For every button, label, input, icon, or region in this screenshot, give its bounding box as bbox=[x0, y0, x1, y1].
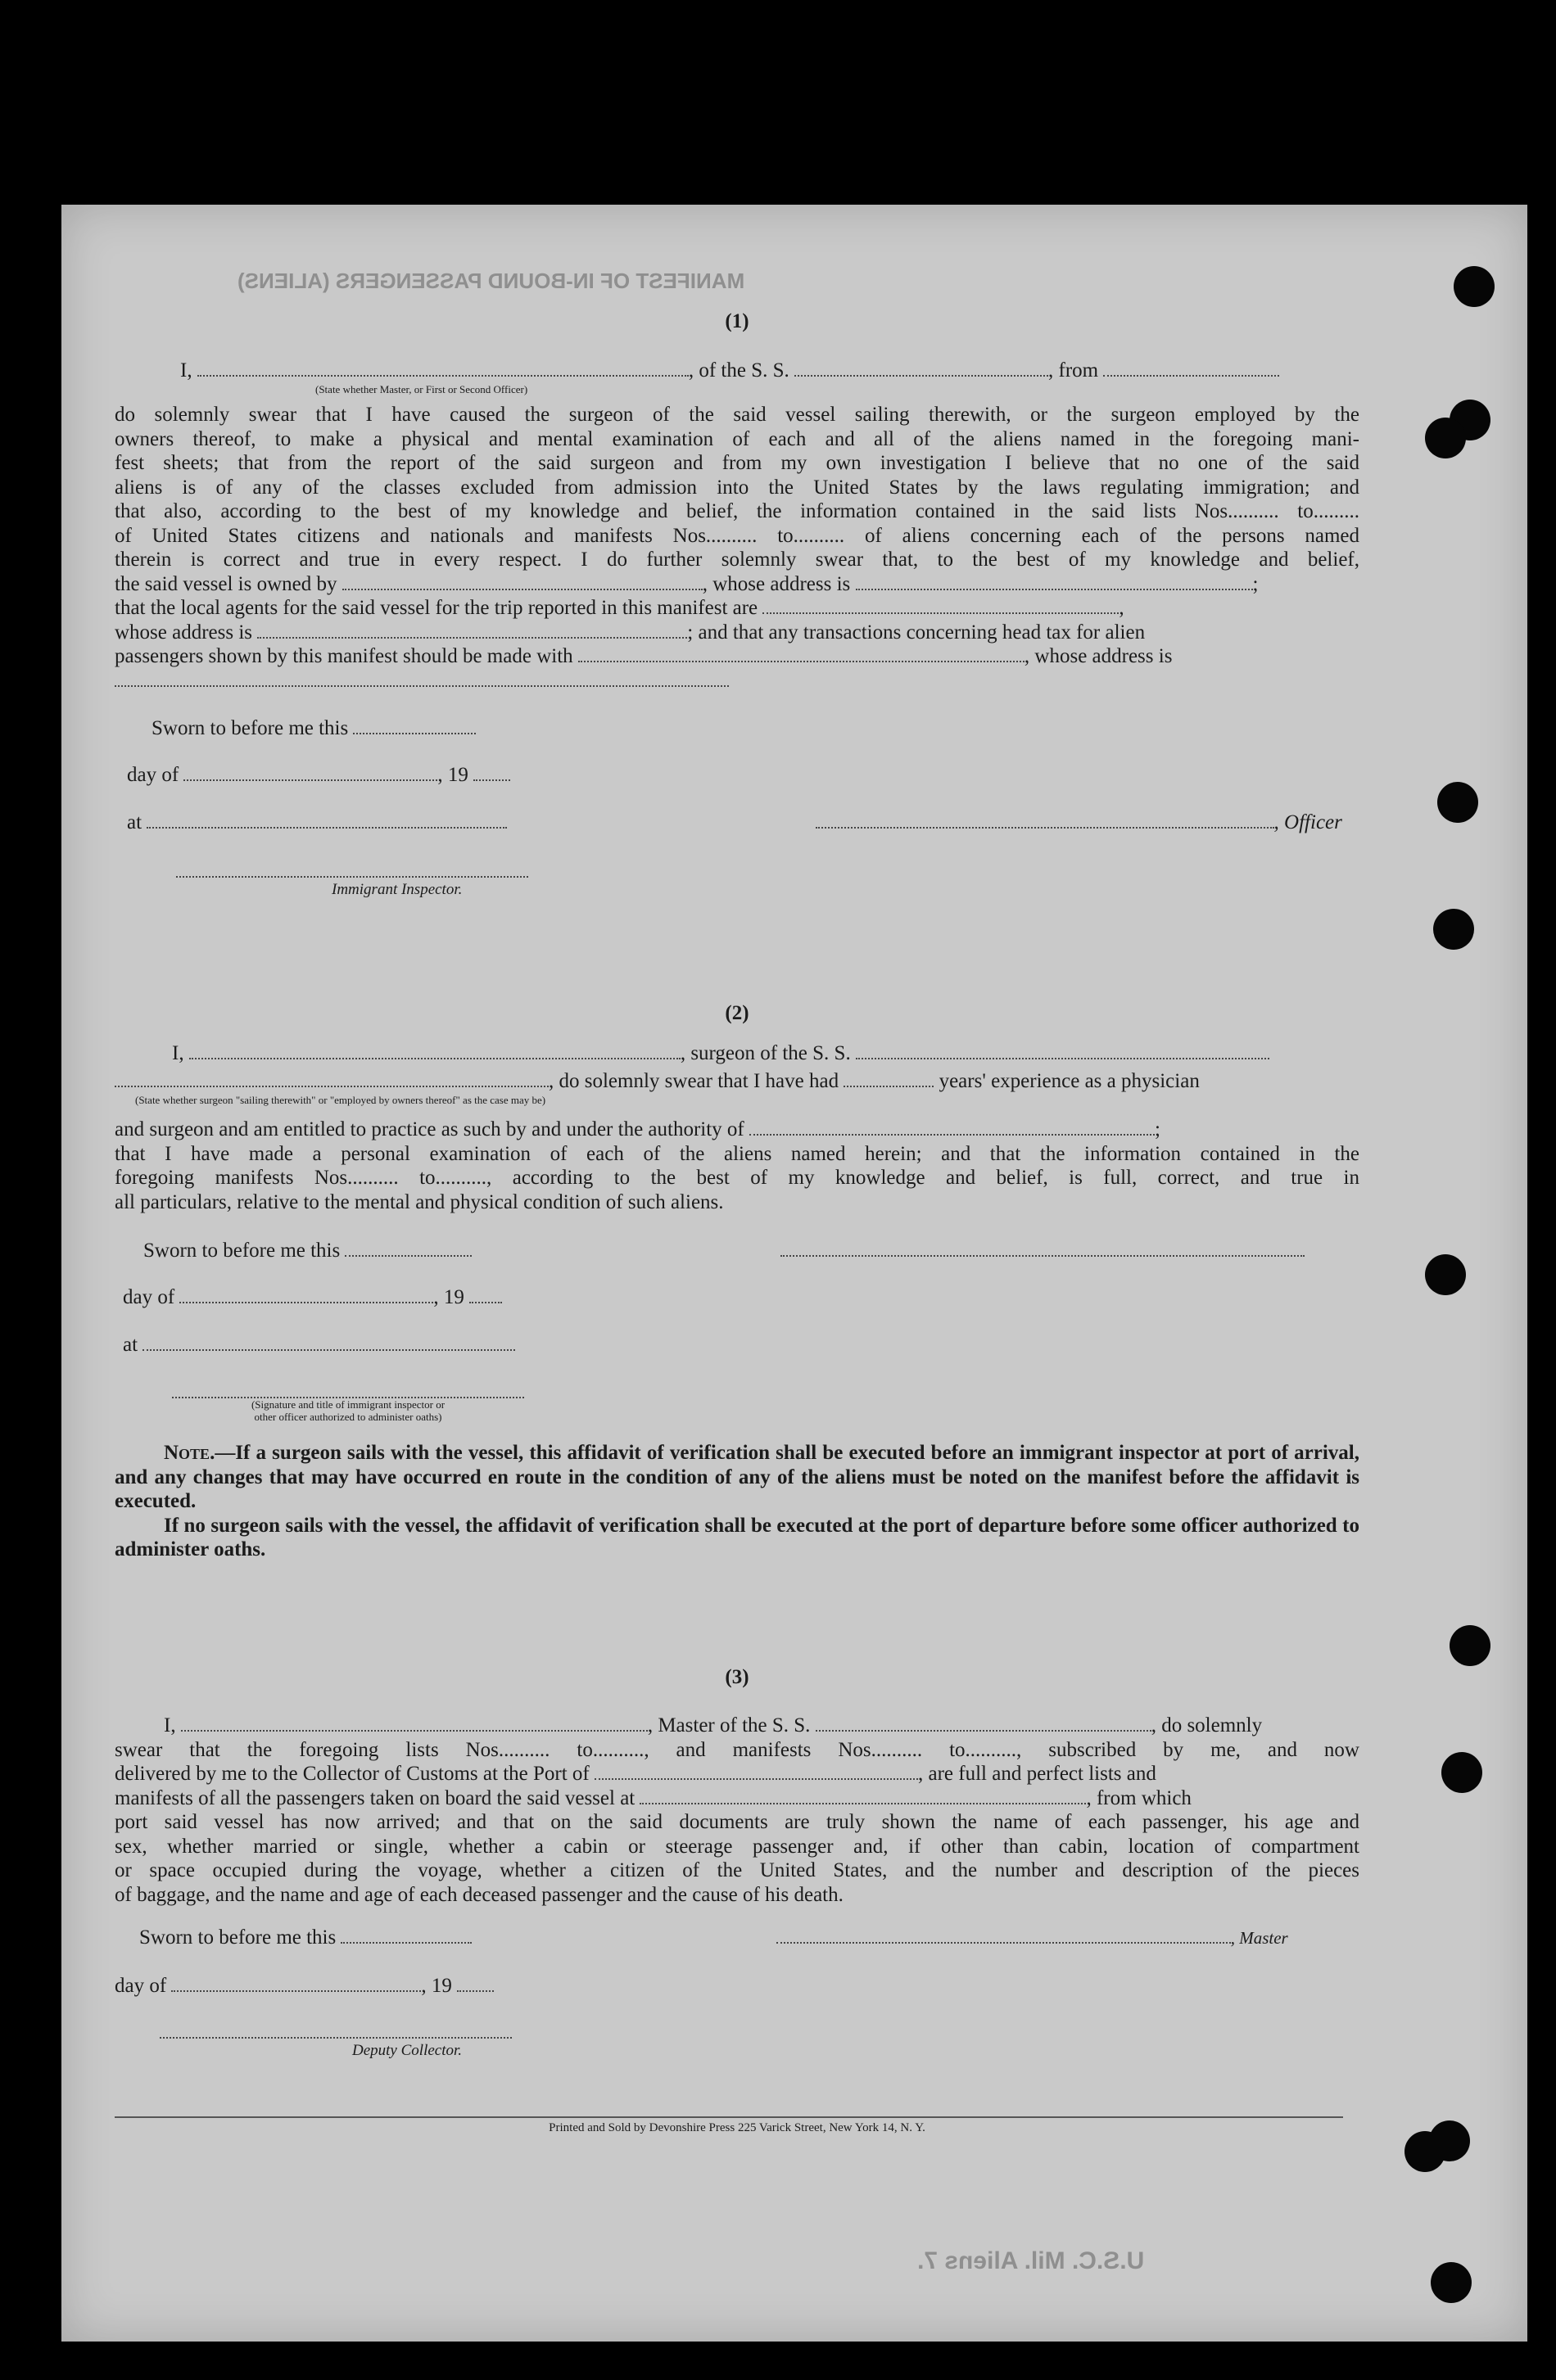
section-2-line-1 bbox=[115, 1041, 1359, 1066]
head-tax-label: ; and that any transactions concerning head tax for alien bbox=[687, 621, 1146, 644]
master-label: , Master bbox=[1230, 1928, 1288, 1948]
full-lists-label: , are full and perfect lists and bbox=[918, 1763, 1156, 1785]
sworn-row-3 bbox=[115, 1926, 1359, 1951]
body-line: of United States citizens and nationals and manifests Nos.......... to.......... of aliens concerning each of the persons named bbox=[115, 524, 1359, 547]
immigrant-inspector-label: Immigrant Inspector. bbox=[332, 881, 463, 898]
printer-footer: Printed and Sold by Devonshire Press 225 Varick Street, New York 14, N. Y. bbox=[549, 2121, 925, 2134]
binder-hole bbox=[1450, 1625, 1490, 1666]
local-agents-line: that the local agents for the said vessel for the trip reported in this manifest are , bbox=[115, 597, 1124, 619]
master-vessel-field[interactable] bbox=[816, 1715, 1151, 1732]
note-label: Note. bbox=[164, 1442, 215, 1464]
contact-address-line bbox=[115, 669, 1359, 693]
binder-hole bbox=[1433, 909, 1474, 950]
authority-field[interactable] bbox=[749, 1119, 1155, 1136]
deputy-signature-field[interactable] bbox=[160, 2022, 512, 2039]
year-field[interactable] bbox=[473, 765, 510, 781]
section-1-body bbox=[115, 403, 1359, 693]
year-field[interactable] bbox=[469, 1287, 502, 1303]
section-3-number: (3) bbox=[725, 1666, 749, 1688]
at-row-2 bbox=[115, 1333, 1359, 1357]
day-of-label: day of bbox=[123, 1286, 175, 1308]
authority-label: and surgeon and am entitled to practice as such by and under the authority of bbox=[115, 1118, 744, 1140]
label-i: I, bbox=[180, 359, 192, 382]
owner-address-field[interactable] bbox=[856, 574, 1253, 590]
location-field[interactable] bbox=[142, 1335, 515, 1351]
vessel-name-field[interactable] bbox=[794, 360, 1048, 377]
surgeon-of-ss-label: , surgeon of the S. S. bbox=[680, 1042, 851, 1064]
sworn-label: Sworn to before me this bbox=[139, 1926, 337, 1949]
sworn-label: Sworn to before me this bbox=[143, 1240, 341, 1262]
whose-address-label: , whose address is bbox=[1024, 645, 1173, 667]
section-2-body bbox=[115, 1118, 1359, 1214]
signature-note: (Signature and title of immigrant inspector or bbox=[251, 1398, 446, 1411]
body-line: do solemnly swear that I have caused the surgeon of the said vessel sailing therewith, or the surgeon employed by the bbox=[115, 404, 1359, 426]
section-3-line-1 bbox=[115, 1714, 1359, 1738]
contact-address-field[interactable] bbox=[115, 671, 729, 687]
agent-address-field[interactable] bbox=[257, 622, 687, 639]
note-paragraph bbox=[115, 1441, 1359, 1562]
authority-line: and surgeon and am entitled to practice as such by and under the authority of ; bbox=[115, 1118, 1160, 1140]
sworn-label: Sworn to before me this bbox=[152, 717, 349, 739]
surgeon-name-field[interactable] bbox=[189, 1043, 681, 1059]
passengers-label: passengers shown by this manifest should be made with bbox=[115, 645, 573, 667]
binder-hole bbox=[1454, 266, 1495, 307]
body-line: fest sheets; that from the report of the said surgeon and from my own investigation I believe that no one of the said bbox=[115, 452, 1359, 474]
binder-hole bbox=[1425, 418, 1466, 458]
swear-label: , do solemnly swear that I have had bbox=[549, 1070, 839, 1092]
local-agents-field[interactable] bbox=[762, 598, 1119, 614]
year-prefix: , 19 bbox=[437, 764, 468, 786]
owned-by-line: the said vessel is owned by , whose address is ; bbox=[115, 572, 1259, 595]
whose-address-label: whose address is bbox=[115, 621, 253, 644]
body-line: all particulars, relative to the mental and physical condition of such aliens. bbox=[115, 1190, 724, 1213]
whose-address-label: , whose address is bbox=[702, 572, 851, 595]
local-agents-label: that the local agents for the said vessel for the trip reported in this manifest are bbox=[115, 597, 758, 619]
month-field[interactable] bbox=[183, 765, 437, 781]
head-tax-contact-field[interactable] bbox=[578, 646, 1025, 662]
footer-rule bbox=[115, 2116, 1343, 2118]
day-of-row bbox=[115, 763, 1359, 788]
sworn-row-2 bbox=[115, 1239, 1359, 1263]
boarded-at-field[interactable] bbox=[640, 1788, 1086, 1804]
passengers-line bbox=[115, 644, 1359, 669]
day-of-label: day of bbox=[127, 764, 179, 786]
year-prefix: , 19 bbox=[433, 1286, 464, 1308]
body-line: that also, according to the best of my knowledge and belief, the information contained in the said lists Nos.......... to......... bbox=[115, 500, 1359, 522]
surgeon-vessel-field[interactable] bbox=[856, 1043, 1269, 1059]
location-field[interactable] bbox=[147, 812, 507, 829]
boarded-at-label: manifests of all the passengers taken on board the said vessel at bbox=[115, 1786, 636, 1809]
port-line bbox=[115, 1762, 1359, 1786]
surgeon-status-field[interactable] bbox=[115, 1071, 549, 1087]
port-label: delivered by me to the Collector of Customs at the Port of bbox=[115, 1763, 590, 1785]
binder-hole bbox=[1431, 2262, 1472, 2303]
year-prefix: , 19 bbox=[421, 1975, 452, 1997]
body-line: of baggage, and the name and age of each deceased passenger and the cause of his death. bbox=[115, 1883, 844, 1906]
at-label: at bbox=[123, 1334, 138, 1356]
sworn-row bbox=[115, 716, 1359, 741]
years-label: years' experience as a physician bbox=[939, 1070, 1200, 1092]
section-2-number: (2) bbox=[725, 1002, 749, 1024]
body-line: or space occupied during the voyage, whether a citizen of the United States, and the number and description of the pieces bbox=[115, 1859, 1359, 1881]
label-i: I, bbox=[164, 1714, 176, 1736]
note-text: —If a surgeon sails with the vessel, this affidavit of verification shall be executed before an immigrant inspector at port of arrival, and any changes that may have occurred en route in the condition of any of the aliens must be noted on the manifest before the affidavit is executed. bbox=[115, 1442, 1359, 1512]
section-1-number: (1) bbox=[725, 310, 749, 332]
from-port-field[interactable] bbox=[1103, 360, 1279, 377]
port-field[interactable] bbox=[595, 1764, 918, 1780]
day-of-label: day of bbox=[115, 1975, 167, 1997]
body-line: aliens is of any of the classes excluded from admission into the United States by the laws regulating immigration; and bbox=[115, 476, 1359, 499]
sworn-date-field[interactable] bbox=[341, 1927, 472, 1944]
officer-title-note: (State whether Master, or First or Second Officer) bbox=[315, 382, 528, 395]
from-which-label: , from which bbox=[1086, 1786, 1192, 1809]
body-line: owners thereof, to make a physical and mental examination of each and all of the aliens named in the foregoing mani- bbox=[115, 427, 1359, 450]
section-1-line-1 bbox=[115, 359, 1359, 383]
officer-signature-field[interactable] bbox=[816, 812, 1274, 829]
officer-title-field[interactable] bbox=[197, 360, 689, 377]
master-of-ss-label: , Master of the S. S. bbox=[647, 1714, 811, 1736]
binder-hole bbox=[1404, 2131, 1445, 2172]
body-line: therein is correct and true in every respect. I do further solemnly swear that, to the best of my knowledge and belief, bbox=[115, 549, 1359, 571]
bleed-through-text: MANIFEST OF IN-BOUND PASSENGERS (ALIENS) bbox=[237, 269, 745, 293]
do-solemnly-label: , do solemnly bbox=[1151, 1714, 1263, 1736]
agent-address-line bbox=[115, 621, 1359, 645]
binder-hole bbox=[1437, 782, 1478, 823]
label-i: I, bbox=[172, 1042, 184, 1064]
month-field[interactable] bbox=[171, 1976, 421, 1992]
binder-hole bbox=[1425, 1254, 1466, 1295]
at-row bbox=[115, 811, 1359, 835]
bleed-through-text: U.S.C. Mil. Aliens 7. bbox=[917, 2247, 1145, 2274]
sworn-date-field[interactable] bbox=[345, 1240, 472, 1257]
body-line: foregoing manifests Nos.......... to.........., according to the best of my knowledge and belief, is full, correct, and true in bbox=[115, 1167, 1359, 1189]
owner-field[interactable] bbox=[342, 574, 703, 590]
boarded-at-line bbox=[115, 1786, 1359, 1811]
section-2-line-2 bbox=[115, 1069, 1359, 1094]
day-of-row-2 bbox=[115, 1285, 1359, 1310]
body-line: that I have made a personal examination of each of the aliens named herein; and that the information contained in the bbox=[115, 1142, 1359, 1165]
inspector-signature-field[interactable] bbox=[176, 860, 528, 878]
label-of-ss: , of the S. S. bbox=[688, 359, 789, 382]
body-line: sex, whether married or single, whether a cabin or steerage passenger and, if other than cabin, location of compartment bbox=[115, 1835, 1359, 1858]
signature-note: other officer authorized to administer oaths) bbox=[254, 1411, 442, 1423]
binder-hole bbox=[1441, 1752, 1482, 1793]
at-label: at bbox=[127, 811, 142, 833]
body-line: port said vessel has now arrived; and that on the said documents are truly shown the name of each passenger, his age and bbox=[115, 1811, 1359, 1833]
day-of-row-3 bbox=[115, 1974, 1359, 1998]
deputy-collector-label: Deputy Collector. bbox=[352, 2042, 463, 2059]
surgeon-signature-field[interactable] bbox=[780, 1240, 1305, 1257]
label-from: , from bbox=[1048, 359, 1099, 382]
body-line: swear that the foregoing lists Nos.......... to.........., and manifests Nos.......... to.........., subscribed by me, and now bbox=[115, 1738, 1359, 1761]
master-name-field[interactable] bbox=[181, 1715, 648, 1732]
master-signature-field[interactable] bbox=[776, 1927, 1231, 1944]
years-field[interactable] bbox=[844, 1071, 934, 1087]
section-3-body bbox=[115, 1714, 1359, 1907]
sworn-date-field[interactable] bbox=[353, 718, 476, 734]
month-field[interactable] bbox=[179, 1287, 433, 1303]
year-field[interactable] bbox=[457, 1976, 494, 1992]
officer-label: , Officer bbox=[1273, 811, 1342, 833]
owned-by-label: the said vessel is owned by bbox=[115, 572, 337, 595]
inspector-signature-field[interactable] bbox=[172, 1382, 524, 1398]
surgeon-status-note: (State whether surgeon "sailing therewith" or "employed by owners thereof" as the case may be) bbox=[135, 1093, 546, 1106]
note-text-2: If no surgeon sails with the vessel, the affidavit of verification shall be executed at the port of departure before some officer authorized to administer oaths. bbox=[115, 1514, 1359, 1560]
